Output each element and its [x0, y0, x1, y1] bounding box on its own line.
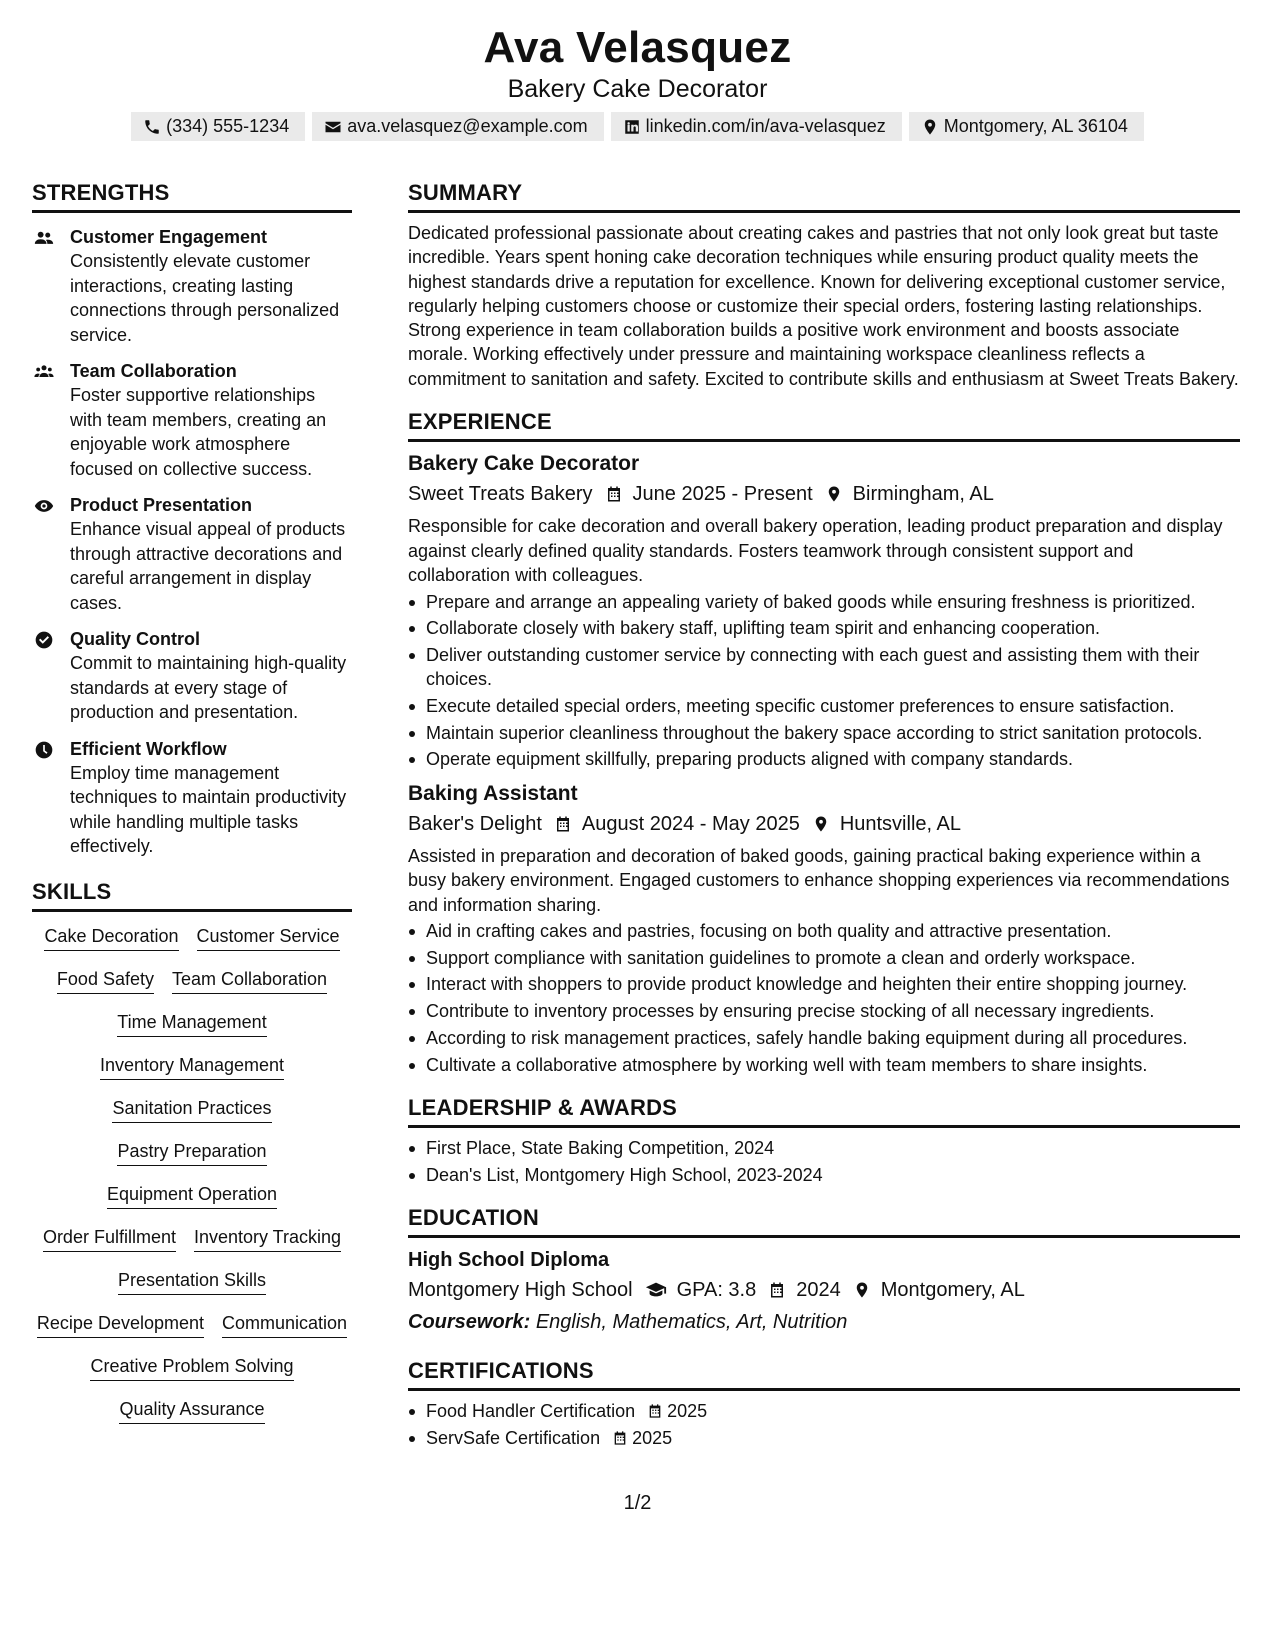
cert-name: ServSafe Certification	[426, 1427, 601, 1448]
contact-location	[909, 112, 1144, 141]
strength-item	[32, 359, 352, 481]
team-icon	[34, 362, 54, 382]
strength-title: Customer Engagement	[70, 227, 268, 247]
strength-desc: Foster supportive relationships with team members, creating an enjoyable work atmosphere focused on collective success.	[70, 385, 327, 479]
list-item: Interact with shoppers to provide product knowledge and heighten their entire shopping journey.	[408, 972, 1240, 996]
certifications-list	[408, 1399, 1240, 1450]
school-location: Montgomery, AL	[880, 1278, 1025, 1301]
skill-tag: Food Safety	[57, 967, 154, 994]
strength-title: Efficient Workflow	[70, 738, 227, 759]
job-bullets	[408, 919, 1240, 1077]
page-number: 1/2	[623, 1492, 652, 1514]
cert-year: 2025	[667, 1400, 708, 1421]
eye-icon	[34, 496, 54, 516]
list-item: Cultivate a collaborative atmosphere by working well with team members to share insights.	[408, 1053, 1240, 1077]
strength-desc: Employ time management techniques to maintain productivity while handling multiple tasks effectively.	[70, 762, 347, 856]
skill-tag: Creative Problem Solving	[90, 1354, 293, 1381]
clock-icon	[34, 740, 54, 760]
strength-item	[32, 737, 352, 859]
skill-tag: Recipe Development	[37, 1311, 204, 1338]
cert-year: 2025	[632, 1427, 673, 1448]
leadership-list	[408, 1136, 1240, 1187]
coursework	[408, 1308, 1240, 1336]
map-marker-icon	[825, 485, 843, 503]
list-item: Dean's List, Montgomery High School, 2023-2024	[408, 1163, 1240, 1187]
email-text: ava.velasquez@example.com	[347, 116, 588, 136]
list-item: Prepare and arrange an appealing variety of baked goods while ensuring freshness is prioritized.	[408, 590, 1240, 614]
strength-title: Team Collaboration	[70, 361, 237, 381]
skill-tag: Inventory Management	[100, 1053, 284, 1080]
calendar-icon	[768, 1281, 786, 1299]
degree-title: High School Diploma	[408, 1248, 610, 1271]
job-dates: August 2024 - May 2025	[581, 812, 800, 835]
leadership-heading: LEADERSHIP & AWARDS	[408, 1093, 1240, 1128]
list-item: Aid in crafting cakes and pastries, focusing on both quality and attractive presentation.	[408, 919, 1240, 943]
skill-tag: Team Collaboration	[172, 967, 327, 994]
summary-heading: SUMMARY	[408, 178, 1240, 213]
candidate-name: Ava Velasquez	[483, 23, 792, 72]
graduation-cap-icon	[645, 1279, 667, 1301]
skill-tag: Order Fulfillment	[43, 1225, 176, 1252]
job-entry	[408, 780, 1240, 1077]
skill-tag: Quality Assurance	[119, 1397, 264, 1424]
coursework-text: English, Mathematics, Art, Nutrition	[535, 1310, 848, 1333]
strengths-heading: STRENGTHS	[32, 178, 352, 213]
job-meta	[408, 810, 1240, 838]
contact-email[interactable]	[312, 112, 603, 141]
skill-tag: Inventory Tracking	[194, 1225, 341, 1252]
skill-tag: Presentation Skills	[118, 1268, 266, 1295]
strength-title: Quality Control	[70, 629, 200, 649]
skill-tag: Equipment Operation	[107, 1182, 277, 1209]
skills-heading: SKILLS	[32, 877, 352, 912]
job-entry	[408, 450, 1240, 772]
strength-item	[32, 493, 352, 615]
contact-bar	[0, 112, 1275, 141]
strength-item	[32, 627, 352, 725]
skills-list	[32, 924, 352, 1424]
strength-desc: Commit to maintaining high-quality standards at every stage of production and presentation.	[70, 653, 347, 722]
job-location: Birmingham, AL	[852, 483, 994, 506]
map-marker-icon	[853, 1281, 871, 1299]
calendar-icon	[554, 815, 572, 833]
job-description: Responsible for cake decoration and overall bakery operation, leading product preparation and display against clearly defined quality standards. Fosters teamwork through consistent support and collaboration with colleagues.	[408, 516, 1223, 586]
left-column	[32, 178, 352, 1424]
job-title: Bakery Cake Decorator	[408, 452, 640, 476]
calendar-icon	[605, 485, 623, 503]
education-heading: EDUCATION	[408, 1203, 1240, 1238]
list-item: Operate equipment skillfully, preparing products aligned with company standards.	[408, 747, 1240, 771]
coursework-label: Coursework:	[408, 1310, 531, 1333]
summary-text: Dedicated professional passionate about creating cakes and pastries that not only look great but taste incredible. Years spent honing cake decoration techniques while ensuring product quality meets the highest standards drive a reputation for excellence. Known for delivering exceptional customer service, regularly helping customers choose or customize their special orders, fostering lasting relationships. Strong experience in team collaboration builds a positive work environment and boosts associate morale. Working effectively under pressure and maintaining workspace cleanliness reflects a commitment to sanitation and safety. Excited to contribute skills and enthusiasm at Sweet Treats Bakery.	[408, 223, 1239, 389]
envelope-icon	[324, 118, 342, 136]
linkedin-text: linkedin.com/in/ava-velasquez	[645, 116, 886, 136]
calendar-icon	[612, 1430, 628, 1446]
strength-desc: Enhance visual appeal of products through attractive decorations and careful arrangement in display cases.	[70, 519, 346, 613]
strength-title: Product Presentation	[70, 495, 253, 515]
list-item: According to risk management practices, safely handle baking equipment during all procedures.	[408, 1026, 1240, 1050]
candidate-title: Bakery Cake Decorator	[507, 75, 768, 103]
skill-tag: Pastry Preparation	[117, 1139, 266, 1166]
map-marker-icon	[812, 815, 830, 833]
education-meta	[408, 1276, 1240, 1304]
cert-name: Food Handler Certification	[426, 1400, 636, 1421]
graduation-year: 2024	[796, 1278, 841, 1301]
list-item: Support compliance with sanitation guidelines to promote a clean and orderly workspace.	[408, 946, 1240, 970]
map-marker-icon	[921, 118, 939, 136]
contact-linkedin[interactable]	[611, 112, 902, 141]
skill-tag: Time Management	[117, 1010, 266, 1037]
list-item	[408, 1399, 1240, 1423]
list-item: Contribute to inventory processes by ensuring precise stocking of all necessary ingredients.	[408, 999, 1240, 1023]
right-column	[408, 178, 1240, 1452]
job-meta	[408, 480, 1240, 508]
skill-tag: Sanitation Practices	[112, 1096, 271, 1123]
school-name: Montgomery High School	[408, 1278, 633, 1301]
contact-phone	[131, 112, 305, 141]
experience-heading: EXPERIENCE	[408, 407, 1240, 442]
list-item: Collaborate closely with bakery staff, uplifting team spirit and enhancing cooperation.	[408, 616, 1240, 640]
list-item: Deliver outstanding customer service by connecting with each guest and assisting them with their choices.	[408, 643, 1240, 692]
phone-icon	[143, 118, 161, 136]
job-description: Assisted in preparation and decoration of baked goods, gaining practical baking experience within a busy bakery environment. Engaged customers to enhance shopping experiences via recommendations and information sharing.	[408, 845, 1230, 915]
resume-header	[0, 22, 1275, 141]
job-bullets	[408, 590, 1240, 772]
list-item: Maintain superior cleanliness throughout the bakery space according to strict sanitation protocols.	[408, 721, 1240, 745]
skill-tag: Communication	[222, 1311, 347, 1338]
certifications-heading: CERTIFICATIONS	[408, 1356, 1240, 1391]
job-dates: June 2025 - Present	[632, 483, 813, 506]
check-circle-icon	[34, 630, 54, 650]
list-item: Execute detailed special orders, meeting specific customer preferences to ensure satisfaction.	[408, 694, 1240, 718]
job-company: Sweet Treats Bakery	[408, 483, 593, 506]
list-item: First Place, State Baking Competition, 2024	[408, 1136, 1240, 1160]
strength-item	[32, 225, 352, 347]
skill-tag: Cake Decoration	[44, 924, 178, 951]
strength-desc: Consistently elevate customer interactions, creating lasting connections through personalized service.	[70, 251, 340, 345]
job-title: Baking Assistant	[408, 781, 578, 805]
job-company: Baker's Delight	[408, 812, 542, 835]
list-item	[408, 1426, 1240, 1450]
job-location: Huntsville, AL	[839, 812, 961, 835]
linkedin-icon	[623, 118, 641, 136]
calendar-icon	[647, 1403, 663, 1419]
skill-tag: Customer Service	[197, 924, 340, 951]
phone-text: (334) 555-1234	[166, 116, 290, 136]
gpa-text: GPA: 3.8	[676, 1278, 757, 1301]
location-text: Montgomery, AL 36104	[943, 116, 1128, 136]
users-icon	[34, 228, 54, 248]
